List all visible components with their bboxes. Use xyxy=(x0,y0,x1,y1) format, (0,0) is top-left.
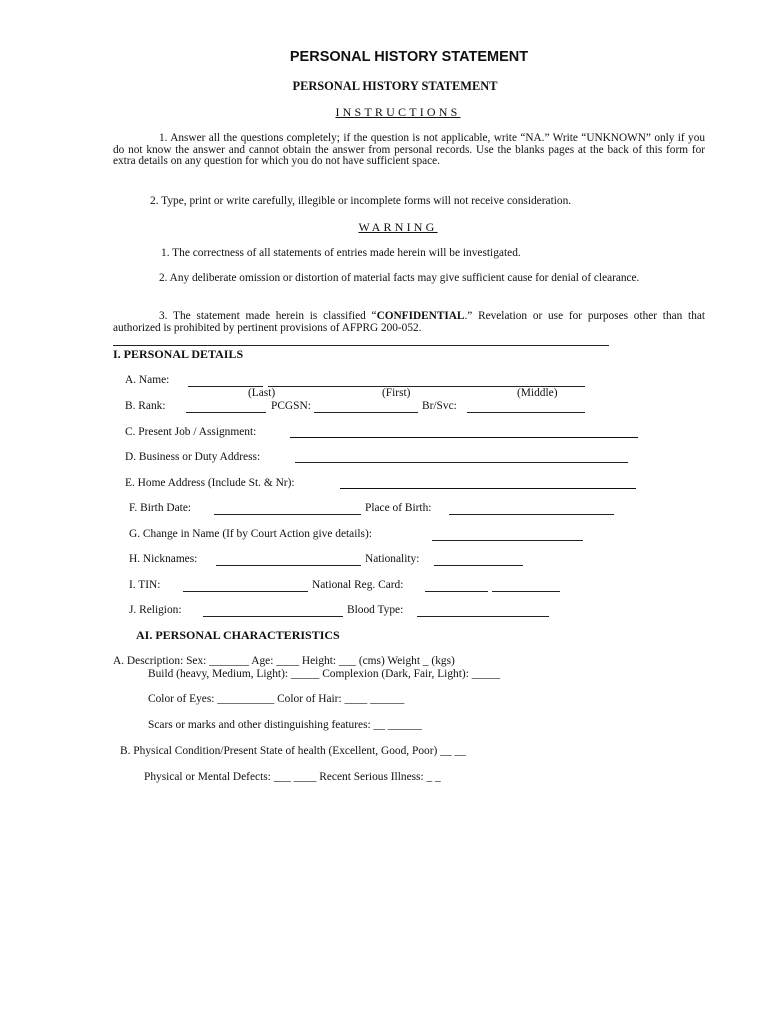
warning-item-1: 1. The correctness of all statements of entries made herein will be investigated. xyxy=(161,247,521,259)
national-reg-label: National Reg. Card: xyxy=(312,579,404,591)
nationality-field[interactable] xyxy=(434,565,523,566)
warning-item-3 xyxy=(113,311,705,334)
blood-type-field[interactable] xyxy=(417,616,549,617)
home-address-field[interactable] xyxy=(340,488,636,489)
personal-details-heading: I. PERSONAL DETAILS xyxy=(113,347,244,361)
tin-label: I. TIN: xyxy=(129,579,161,591)
characteristics-heading: AI. PERSONAL CHARACTERISTICS xyxy=(136,628,340,642)
defects-line: Physical or Mental Defects: ___ ____ Recent Serious Illness: _ _ xyxy=(144,771,441,783)
rank-label: B. Rank: xyxy=(125,400,166,412)
place-of-birth-field[interactable] xyxy=(449,514,614,515)
name-last-caption: (Last) xyxy=(248,387,276,399)
religion-label: J. Religion: xyxy=(129,604,182,616)
national-reg-field-2[interactable] xyxy=(492,591,560,592)
scars-line: Scars or marks and other distinguishing features: __ ______ xyxy=(148,719,422,731)
instructions-heading: INSTRUCTIONS xyxy=(335,105,461,119)
place-of-birth-label: Place of Birth: xyxy=(365,502,432,514)
birth-date-field[interactable] xyxy=(214,514,361,515)
business-address-label: D. Business or Duty Address: xyxy=(125,451,261,463)
eye-hair-line: Color of Eyes: __________ Color of Hair: ____ ______ xyxy=(148,693,405,705)
form-title: PERSONAL HISTORY STATEMENT xyxy=(289,49,529,65)
warning-item-3-pre: 3. The statement made herein is classified “ xyxy=(159,310,377,322)
name-label: A. Name: xyxy=(125,374,170,386)
brsvc-label: Br/Svc: xyxy=(422,400,457,412)
instruction-item-1: 1. Answer all the questions completely; if the question is not applicable, write “NA.” Write “UNKNOWN” only if you do not know the answer and cannot obtain the answer from personal records. Use the blanks pages at the back of this form for extra details on any question for which you do not have sufficient space. xyxy=(113,132,705,167)
change-name-label: G. Change in Name (If by Court Action give details): xyxy=(129,528,372,540)
nicknames-field[interactable] xyxy=(216,565,361,566)
section-divider xyxy=(113,345,609,346)
rank-field[interactable] xyxy=(186,412,266,413)
business-address-field[interactable] xyxy=(295,462,628,463)
warning-item-3-post: .” Revelation or use for purposes other than that authorized is prohibited by pertinent provisions of AFPRG 200-052. xyxy=(113,310,705,334)
name-middle-caption: (Middle) xyxy=(517,387,558,399)
change-name-field[interactable] xyxy=(432,540,583,541)
nationality-label: Nationality: xyxy=(365,553,420,565)
present-job-field[interactable] xyxy=(290,437,638,438)
name-first-caption: (First) xyxy=(382,387,411,399)
description-line: A. Description: Sex: _______ Age: ____ Height: ___ (cms) Weight _ (kgs) xyxy=(113,655,455,667)
religion-field[interactable] xyxy=(203,616,343,617)
tin-field[interactable] xyxy=(183,591,308,592)
instruction-item-2: 2. Type, print or write carefully, illegible or incomplete forms will not receive consideration. xyxy=(150,195,572,207)
warning-heading: WARNING xyxy=(358,220,438,234)
blood-type-label: Blood Type: xyxy=(347,604,404,616)
brsvc-field[interactable] xyxy=(467,412,585,413)
present-job-label: C. Present Job / Assignment: xyxy=(125,426,257,438)
form-subtitle: PERSONAL HISTORY STATEMENT xyxy=(292,79,498,93)
build-line: Build (heavy, Medium, Light): _____ Complexion (Dark, Fair, Light): _____ xyxy=(148,668,501,680)
warning-item-2: 2. Any deliberate omission or distortion of material facts may give sufficient cause for denial of clearance. xyxy=(159,272,640,284)
pcgsn-field[interactable] xyxy=(314,412,418,413)
birth-date-label: F. Birth Date: xyxy=(129,502,192,514)
nicknames-label: H. Nicknames: xyxy=(129,553,198,565)
confidential-label: CONFIDENTIAL xyxy=(376,310,465,322)
home-address-label: E. Home Address (Include St. & Nr): xyxy=(125,477,295,489)
pcgsn-label: PCGSN: xyxy=(271,400,311,412)
physical-condition-line: B. Physical Condition/Present State of health (Excellent, Good, Poor) __ __ xyxy=(120,745,466,757)
national-reg-field-1[interactable] xyxy=(425,591,488,592)
